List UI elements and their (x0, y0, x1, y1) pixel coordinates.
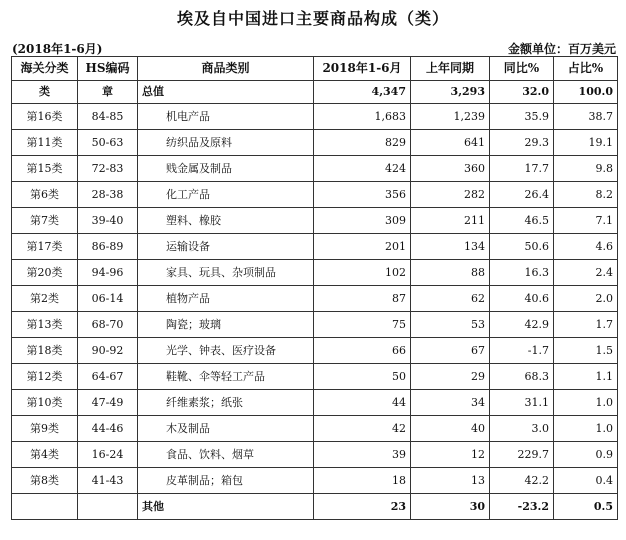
row-current-value: 44 (314, 390, 411, 416)
row-hs-code: 47-49 (78, 390, 138, 416)
row-previous-value: 360 (411, 156, 490, 182)
row-category-name: 鞋靴、伞等轻工产品 (138, 364, 314, 390)
other-name: 其他 (138, 494, 314, 520)
row-hs-code: 50-63 (78, 130, 138, 156)
row-hs-code: 64-67 (78, 364, 138, 390)
row-previous-value: 40 (411, 416, 490, 442)
table-row (12, 338, 618, 364)
row-yoy-value: 31.1 (490, 390, 554, 416)
total-share: 100.0 (554, 81, 618, 104)
row-previous-value: 134 (411, 234, 490, 260)
other-current: 23 (314, 494, 411, 520)
row-category-name: 家具、玩具、杂项制品 (138, 260, 314, 286)
row-current-value: 42 (314, 416, 411, 442)
table-row (12, 156, 618, 182)
other-class-blank (12, 494, 78, 520)
row-customs-class: 第11类 (12, 130, 78, 156)
row-previous-value: 62 (411, 286, 490, 312)
row-share-value: 19.1 (554, 130, 618, 156)
row-share-value: 1.7 (554, 312, 618, 338)
total-yoy: 32.0 (490, 81, 554, 104)
row-current-value: 75 (314, 312, 411, 338)
row-share-value: 0.9 (554, 442, 618, 468)
row-yoy-value: 17.7 (490, 156, 554, 182)
row-previous-value: 88 (411, 260, 490, 286)
other-share: 0.5 (554, 494, 618, 520)
row-yoy-value: 68.3 (490, 364, 554, 390)
row-yoy-value: 16.3 (490, 260, 554, 286)
other-previous: 30 (411, 494, 490, 520)
row-customs-class: 第10类 (12, 390, 78, 416)
row-yoy-value: 42.9 (490, 312, 554, 338)
row-category-name: 塑料、橡胶 (138, 208, 314, 234)
header-category: 商品类别 (138, 57, 314, 81)
row-customs-class: 第18类 (12, 338, 78, 364)
row-yoy-value: 3.0 (490, 416, 554, 442)
row-current-value: 39 (314, 442, 411, 468)
row-customs-class: 第17类 (12, 234, 78, 260)
unit-label: 金额单位：百万美元 (507, 42, 616, 56)
table-row (12, 416, 618, 442)
row-hs-code: 68-70 (78, 312, 138, 338)
row-previous-value: 34 (411, 390, 490, 416)
row-yoy-value: 42.2 (490, 468, 554, 494)
other-row (12, 494, 618, 520)
row-category-name: 植物产品 (138, 286, 314, 312)
row-share-value: 2.0 (554, 286, 618, 312)
row-category-name: 运输设备 (138, 234, 314, 260)
header-customs-class: 海关分类 (12, 57, 78, 81)
row-customs-class: 第12类 (12, 364, 78, 390)
table-row (12, 468, 618, 494)
row-current-value: 829 (314, 130, 411, 156)
table-row (12, 312, 618, 338)
row-yoy-value: 35.9 (490, 104, 554, 130)
row-category-name: 化工产品 (138, 182, 314, 208)
row-share-value: 7.1 (554, 208, 618, 234)
row-share-value: 2.4 (554, 260, 618, 286)
row-share-value: 9.8 (554, 156, 618, 182)
row-current-value: 87 (314, 286, 411, 312)
row-previous-value: 641 (411, 130, 490, 156)
row-category-name: 皮革制品；箱包 (138, 468, 314, 494)
header-previous: 上年同期 (411, 57, 490, 81)
row-current-value: 102 (314, 260, 411, 286)
row-share-value: 38.7 (554, 104, 618, 130)
table-row (12, 364, 618, 390)
row-hs-code: 86-89 (78, 234, 138, 260)
table-row (12, 286, 618, 312)
row-category-name: 纺织品及原料 (138, 130, 314, 156)
row-customs-class: 第16类 (12, 104, 78, 130)
row-previous-value: 12 (411, 442, 490, 468)
subheader-chapter: 章 (78, 81, 138, 104)
document-title: 埃及自中国进口主要商品构成（类） (176, 9, 449, 28)
row-hs-code: 44-46 (78, 416, 138, 442)
table-row (12, 260, 618, 286)
row-customs-class: 第8类 (12, 468, 78, 494)
row-customs-class: 第2类 (12, 286, 78, 312)
row-customs-class: 第4类 (12, 442, 78, 468)
header-current: 2018年1-6月 (314, 57, 411, 81)
other-hs-blank (78, 494, 138, 520)
row-hs-code: 94-96 (78, 260, 138, 286)
row-share-value: 0.4 (554, 468, 618, 494)
import-composition-table (11, 56, 618, 520)
table-row (12, 130, 618, 156)
row-category-name: 纤维素浆；纸张 (138, 390, 314, 416)
total-current: 4,347 (314, 81, 411, 104)
table-row (12, 442, 618, 468)
row-category-name: 陶瓷；玻璃 (138, 312, 314, 338)
row-hs-code: 90-92 (78, 338, 138, 364)
row-hs-code: 28-38 (78, 182, 138, 208)
row-yoy-value: 46.5 (490, 208, 554, 234)
row-previous-value: 211 (411, 208, 490, 234)
row-previous-value: 67 (411, 338, 490, 364)
row-customs-class: 第20类 (12, 260, 78, 286)
row-share-value: 1.5 (554, 338, 618, 364)
row-previous-value: 282 (411, 182, 490, 208)
row-hs-code: 72-83 (78, 156, 138, 182)
header-share: 占比% (554, 57, 618, 81)
row-customs-class: 第15类 (12, 156, 78, 182)
total-row (12, 81, 618, 104)
row-yoy-value: -1.7 (490, 338, 554, 364)
other-yoy: -23.2 (490, 494, 554, 520)
row-hs-code: 41-43 (78, 468, 138, 494)
row-previous-value: 53 (411, 312, 490, 338)
row-current-value: 1,683 (314, 104, 411, 130)
row-previous-value: 1,239 (411, 104, 490, 130)
row-yoy-value: 229.7 (490, 442, 554, 468)
row-previous-value: 13 (411, 468, 490, 494)
total-previous: 3,293 (411, 81, 490, 104)
table-row (12, 104, 618, 130)
subheader-class: 类 (12, 81, 78, 104)
row-current-value: 309 (314, 208, 411, 234)
row-customs-class: 第13类 (12, 312, 78, 338)
table-row (12, 390, 618, 416)
row-category-name: 光学、钟表、医疗设备 (138, 338, 314, 364)
row-share-value: 1.0 (554, 416, 618, 442)
table-row (12, 208, 618, 234)
table-header-row (12, 57, 618, 81)
row-share-value: 8.2 (554, 182, 618, 208)
row-category-name: 机电产品 (138, 104, 314, 130)
row-current-value: 66 (314, 338, 411, 364)
row-share-value: 1.1 (554, 364, 618, 390)
row-current-value: 356 (314, 182, 411, 208)
row-category-name: 食品、饮料、烟草 (138, 442, 314, 468)
row-customs-class: 第7类 (12, 208, 78, 234)
row-current-value: 50 (314, 364, 411, 390)
row-yoy-value: 26.4 (490, 182, 554, 208)
row-yoy-value: 29.3 (490, 130, 554, 156)
row-hs-code: 16-24 (78, 442, 138, 468)
row-hs-code: 39-40 (78, 208, 138, 234)
row-share-value: 4.6 (554, 234, 618, 260)
row-category-name: 木及制品 (138, 416, 314, 442)
row-current-value: 201 (314, 234, 411, 260)
row-hs-code: 84-85 (78, 104, 138, 130)
row-yoy-value: 40.6 (490, 286, 554, 312)
row-category-name: 贱金属及制品 (138, 156, 314, 182)
period-label: (2018年1-6月) (12, 42, 103, 56)
row-yoy-value: 50.6 (490, 234, 554, 260)
row-current-value: 424 (314, 156, 411, 182)
row-hs-code: 06-14 (78, 286, 138, 312)
header-yoy: 同比% (490, 57, 554, 81)
row-previous-value: 29 (411, 364, 490, 390)
row-current-value: 18 (314, 468, 411, 494)
table-row (12, 234, 618, 260)
total-name: 总值 (138, 81, 314, 104)
row-customs-class: 第9类 (12, 416, 78, 442)
header-hs-code: HS编码 (78, 57, 138, 81)
table-row (12, 182, 618, 208)
row-share-value: 1.0 (554, 390, 618, 416)
row-customs-class: 第6类 (12, 182, 78, 208)
